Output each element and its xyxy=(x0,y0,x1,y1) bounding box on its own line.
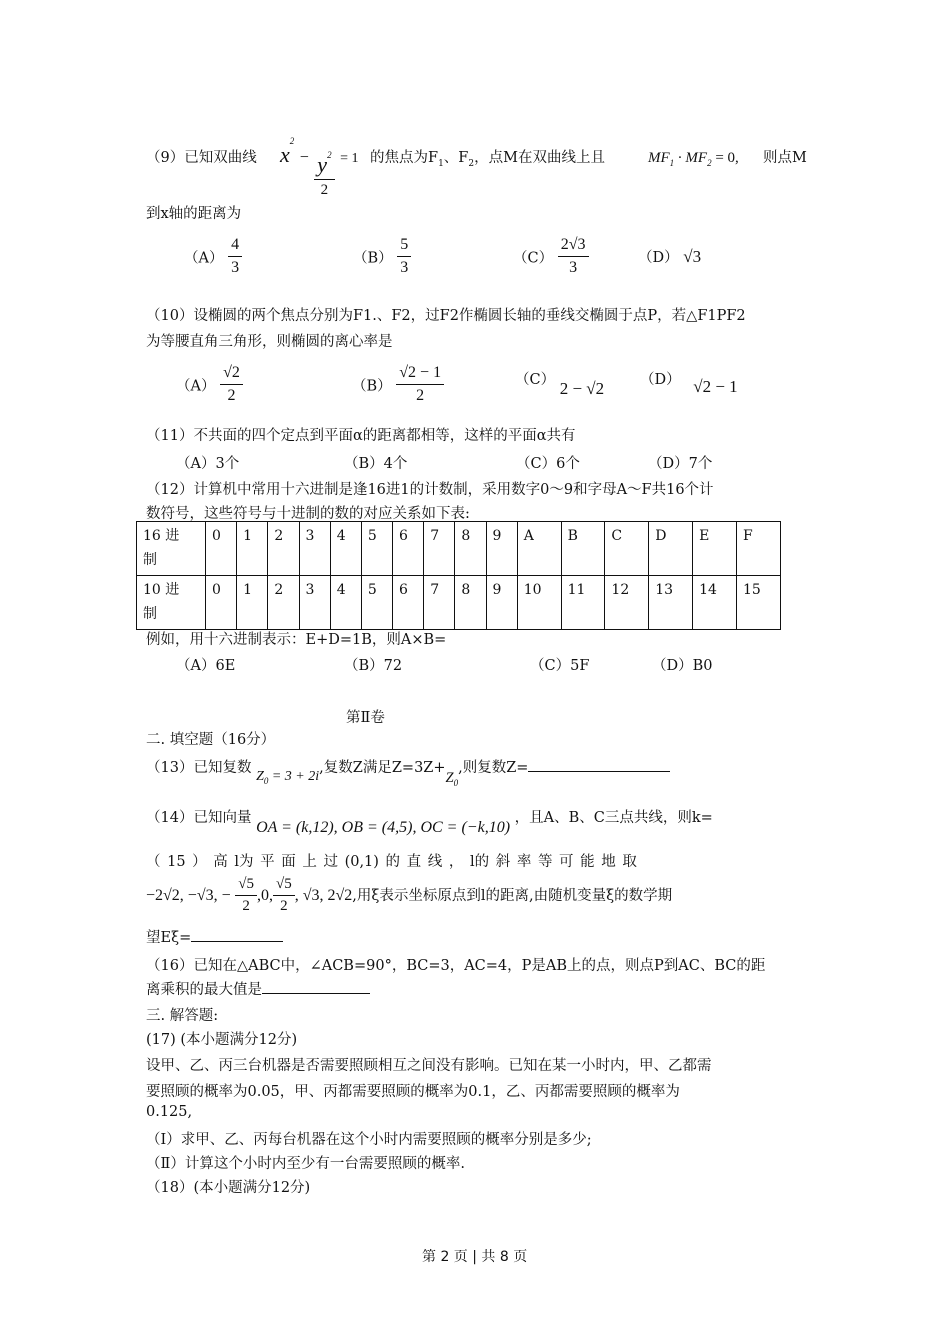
hex-head-line1: 16 进 xyxy=(143,528,180,544)
q10-option-c xyxy=(515,368,605,398)
dec-head-line1: 10 进 xyxy=(143,582,180,598)
q9-focus-text xyxy=(370,146,605,169)
vec-dot: · MF xyxy=(674,150,708,166)
q13-z0b: Z xyxy=(445,770,454,786)
q10-c-val: 2 − √2 xyxy=(559,379,605,398)
eq-y-den: 2 xyxy=(320,182,329,199)
table-cell: 9 xyxy=(486,576,517,630)
q10-line1: （10）设椭圆的两个焦点分别为F1.、F2，过F2作椭圆长轴的垂线交椭圆于点P，若△F1PF2 xyxy=(146,308,746,324)
hex-head-line2: 制 xyxy=(143,552,157,568)
q15-frac1-num: √5 xyxy=(235,876,257,896)
q14-intro: （14）已知向量 xyxy=(146,810,252,826)
q10-option-b-frac xyxy=(396,364,444,406)
table-cell: 7 xyxy=(424,522,455,576)
q14-line xyxy=(146,806,713,836)
eq-y: y xyxy=(317,152,328,177)
q12-example: 例如，用十六进制表示：E+D=1B，则A×B= xyxy=(146,632,447,648)
q15-expectation-label: 望Eξ= xyxy=(146,930,192,946)
table-head-decimal xyxy=(137,576,206,630)
table-cell: 8 xyxy=(455,522,486,576)
table-head-hex xyxy=(137,522,206,576)
hyperbola-equation xyxy=(280,136,358,200)
table-cell: 11 xyxy=(561,576,605,630)
table-cell: 4 xyxy=(330,576,361,630)
q16-line1: （16）已知在△ABC中，∠ACB=90°，BC=3，AC=4，P是AB上的点，则点P到AC、BC的距 xyxy=(146,958,766,974)
eq-y-frac xyxy=(314,150,334,200)
table-cell: 8 xyxy=(455,576,486,630)
table-cell: 6 xyxy=(393,522,424,576)
part2-title: 第Ⅱ卷 xyxy=(346,710,385,726)
q11-line1: （11）不共面的四个定点到平面α的距离都相等，这样的平面α共有 xyxy=(146,428,576,444)
table-cell: 3 xyxy=(299,522,330,576)
q10-option-a xyxy=(176,364,243,406)
table-cell: 12 xyxy=(605,576,649,630)
table-cell: C xyxy=(605,522,649,576)
table-cell: 15 xyxy=(736,576,780,630)
q17-header: (17) (本小题满分12分) xyxy=(146,1032,298,1048)
q9-line1 xyxy=(146,146,257,167)
q13-answer-blank[interactable] xyxy=(528,771,670,772)
vec-rhs: = 0, xyxy=(711,150,739,166)
q10-option-b-label: （B） xyxy=(352,378,392,395)
table-cell: 2 xyxy=(268,522,299,576)
table-cell: A xyxy=(517,522,561,576)
table-cell: 14 xyxy=(693,576,737,630)
eq-x-sup: 2 xyxy=(289,136,295,146)
q10-b-den: 2 xyxy=(416,387,425,405)
q9-cond: ，点M在双曲线上且 xyxy=(474,150,605,166)
q9-option-a xyxy=(184,236,242,278)
q9-option-c-frac xyxy=(558,236,589,278)
q17-line1: 设甲、乙、丙三台机器是否需要照顾相互之间没有影响。已知在某一小时内，甲、乙都需 xyxy=(146,1058,712,1074)
q15-line3 xyxy=(146,926,283,947)
eq-y-num xyxy=(314,150,334,180)
q9-b-num: 5 xyxy=(397,236,411,257)
q10-a-num: √2 xyxy=(220,364,243,385)
q9-sep: 、F xyxy=(443,150,469,166)
part2-section: 二. 填空题（16分） xyxy=(146,732,276,748)
q10-a-den: 2 xyxy=(227,387,236,405)
table-cell: E xyxy=(693,522,737,576)
q12-option-b: （B）72 xyxy=(344,658,403,674)
table-cell: 13 xyxy=(649,576,693,630)
q10-option-a-frac xyxy=(220,364,243,406)
q9-option-d-label: （D） xyxy=(638,250,679,266)
q9-vector-condition xyxy=(648,150,739,168)
q9-option-d xyxy=(638,246,701,267)
table-cell: 2 xyxy=(268,576,299,630)
q13-z0-def xyxy=(256,769,319,784)
eq-minus: − xyxy=(299,149,309,166)
table-cell: 3 xyxy=(299,576,330,630)
table-row-hex xyxy=(137,522,781,576)
eq-x: x xyxy=(280,142,290,167)
q12-option-d: （D）B0 xyxy=(652,658,713,674)
q10-b-num: √2 − 1 xyxy=(396,364,444,385)
q15-frac1-den: 2 xyxy=(242,898,250,915)
q15-frac2-num: √5 xyxy=(273,876,295,896)
q13-z0-sub: 0 xyxy=(263,775,269,786)
vec-sub1: 1 xyxy=(669,158,675,168)
q9-b-den: 3 xyxy=(400,259,409,277)
q9-option-b xyxy=(353,236,411,278)
q12-option-c: （C）5F xyxy=(530,658,590,674)
table-cell: 1 xyxy=(237,576,268,630)
q17-line3: 0.125, xyxy=(146,1104,193,1120)
q13-z0b-sub: 0 xyxy=(453,777,459,788)
table-cell: 7 xyxy=(424,576,455,630)
q15-values: −2√2, −√3, − xyxy=(146,886,231,904)
q10-option-a-label: （A） xyxy=(176,378,216,395)
q10-option-d-label: （D） xyxy=(640,372,681,388)
hex-decimal-table xyxy=(136,521,781,630)
q9-a-den: 3 xyxy=(231,259,240,277)
table-cell: 5 xyxy=(361,522,392,576)
q9-option-c xyxy=(513,236,589,278)
q9-f2-sub: 2 xyxy=(468,158,475,169)
q9-option-a-frac xyxy=(228,236,242,278)
q17-sub1: （Ⅰ）求甲、乙、丙每台机器在这个小时内需要照顾的概率分别是多少; xyxy=(146,1132,592,1148)
q16-line2-text: 离乘积的最大值是 xyxy=(146,982,262,998)
q9-mid: 的焦点为F xyxy=(370,150,439,166)
q9-intro: （9）已知双曲线 xyxy=(146,150,257,166)
q10-d-val: √2 − 1 xyxy=(693,377,738,396)
q18-header: （18）(本小题满分12分) xyxy=(146,1180,311,1196)
table-cell: 0 xyxy=(206,522,237,576)
q9-line2: 到x轴的距离为 xyxy=(146,206,242,222)
q9-option-b-frac xyxy=(397,236,411,278)
part3-section: 三. 解答题: xyxy=(146,1008,219,1024)
table-cell: 9 xyxy=(486,522,517,576)
q9-option-c-label: （C） xyxy=(513,250,554,267)
q15-frac2 xyxy=(273,876,295,916)
q9-a-num: 4 xyxy=(228,236,242,257)
q13-intro: （13）已知复数 xyxy=(146,760,252,776)
q9-option-b-label: （B） xyxy=(353,250,393,267)
q14-vectors: OA = (k,12), OB = (4,5), OC = (−k,10) xyxy=(256,819,511,836)
q13-z0-val: = 3 + 2i xyxy=(268,769,320,784)
q17-sub2: （Ⅱ）计算这个小时内至少有一台需要照顾的概率. xyxy=(146,1156,465,1172)
q11-option-b: （B）4个 xyxy=(344,456,408,472)
q13-tail: ,则复数Z= xyxy=(458,760,529,776)
q9-c-den: 3 xyxy=(569,259,578,277)
q15-values2: , √3, 2√2 xyxy=(294,886,353,904)
eq-y-sup: 2 xyxy=(327,150,332,160)
q10-line2: 为等腰直角三角形，则椭圆的离心率是 xyxy=(146,334,393,350)
table-cell: 0 xyxy=(206,576,237,630)
q15-line2-tail: ,用ξ表示坐标原点到l的距离,由随机变量ξ的数学期 xyxy=(352,887,673,904)
q11-option-d: （D）7个 xyxy=(648,456,713,472)
q15-mid: ,0, xyxy=(256,886,273,904)
q10-option-c-label: （C） xyxy=(515,372,556,388)
q14-tail: ，且A、B、C三点共线，则k= xyxy=(514,810,713,826)
q12-option-a: （A）6E xyxy=(176,658,236,674)
table-cell: D xyxy=(649,522,693,576)
table-cell: 4 xyxy=(330,522,361,576)
q12-line1: （12）计算机中常用十六进制是逢16进1的计数制，采用数字0～9和字母A～F共16个计 xyxy=(146,482,714,498)
q15-answer-blank[interactable] xyxy=(191,941,283,942)
page-footer: 第 2 页 | 共 8 页 xyxy=(422,1249,528,1265)
q16-answer-blank[interactable] xyxy=(262,993,370,994)
table-row-decimal xyxy=(137,576,781,630)
q13-line xyxy=(146,756,670,788)
q15-line1: （ 15 ） 高 l为 平 面 上 过 (0,1) 的 直 线 ， l的 斜 率 等 可 能 地 取 xyxy=(146,854,637,870)
vec-mf: MF xyxy=(648,150,670,166)
q9-tail: 则点M xyxy=(763,150,807,166)
q15-frac2-den: 2 xyxy=(280,898,288,915)
eq-rhs: = 1 xyxy=(340,151,359,166)
q11-option-a: （A）3个 xyxy=(176,456,240,472)
q17-line2: 要照顾的概率为0.05，甲、丙都需要照顾的概率为0.1，乙、丙都需要照顾的概率为 xyxy=(146,1084,680,1100)
q10-option-d xyxy=(640,368,738,396)
q11-option-c: （C）6个 xyxy=(516,456,580,472)
q9-f1-sub: 1 xyxy=(438,158,444,169)
q15-frac1 xyxy=(235,876,257,916)
q15-line2 xyxy=(146,876,672,916)
table-cell: B xyxy=(561,522,605,576)
table-cell: 1 xyxy=(237,522,268,576)
q10-option-b xyxy=(352,364,444,406)
q16-line2 xyxy=(146,978,370,999)
q9-option-a-label: （A） xyxy=(184,250,224,267)
q9-c-num: 2√3 xyxy=(558,236,589,257)
q13-z0: Z xyxy=(256,769,264,784)
q13-mid: ,复数Z满足Z=3Z+ xyxy=(319,760,446,776)
table-cell: 6 xyxy=(393,576,424,630)
q12-line2: 数符号，这些符号与十进制的数的对应关系如下表: xyxy=(146,506,470,522)
table-cell: 5 xyxy=(361,576,392,630)
table-cell: F xyxy=(736,522,780,576)
q9-d-val: √3 xyxy=(683,247,702,266)
vec-sub2: 2 xyxy=(707,158,712,168)
table-cell: 10 xyxy=(517,576,561,630)
q13-z0-ref xyxy=(446,770,459,786)
dec-head-line2: 制 xyxy=(143,606,157,622)
